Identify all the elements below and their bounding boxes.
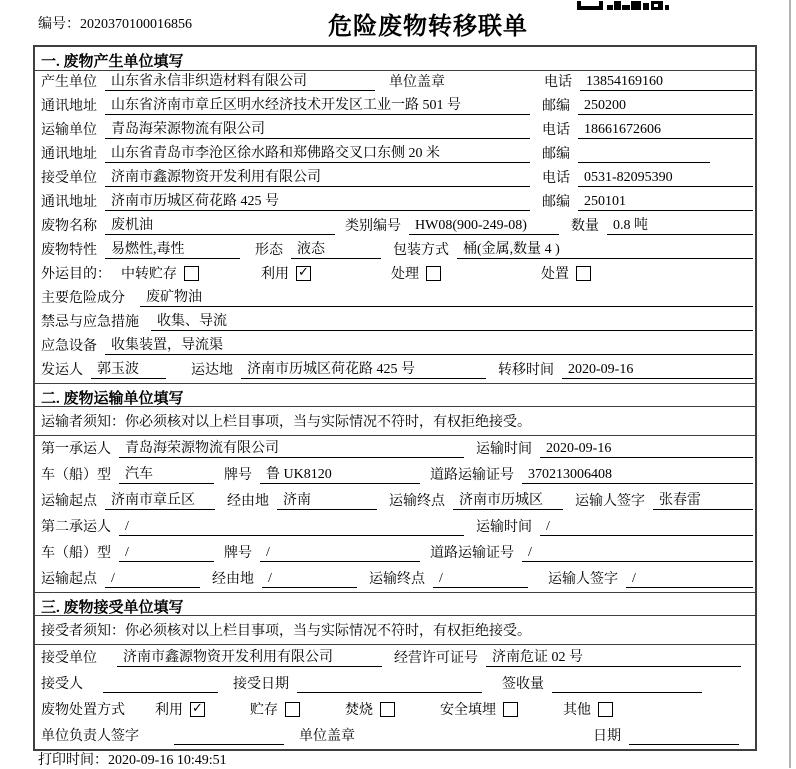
vehicle-type1-label: 车（船）型 <box>41 468 111 483</box>
waste-form-label: 形态 <box>255 243 283 258</box>
purpose-reuse-label: 利用 <box>261 267 289 282</box>
disposal-storage-checkbox <box>285 702 300 717</box>
sign-date-value <box>629 744 739 745</box>
purpose-treatment-option <box>391 263 441 283</box>
road-permit1-label: 道路运输证号 <box>430 468 514 483</box>
vehicle2-row <box>35 540 755 566</box>
disposal-landfill-option <box>440 699 518 719</box>
producer-zip-label: 邮编 <box>542 99 570 114</box>
print-time-value: 2020-09-16 10:49:51 <box>108 753 227 768</box>
waste-category-label: 类别编号 <box>345 219 401 234</box>
disposal-landfill-checkbox <box>503 702 518 717</box>
transport-time2-value: / <box>540 519 753 536</box>
second-carrier-value: / <box>119 519 464 536</box>
transport-unit-value: 青岛海荣源物流有限公司 <box>105 118 530 139</box>
disposal-other-option <box>563 699 613 719</box>
carrier-sign1-value: 张春雷 <box>653 489 753 510</box>
producer-phone-value: 13854169160 <box>580 74 753 91</box>
receive-phone-label: 电话 <box>542 171 570 186</box>
waste-name-row <box>35 215 755 239</box>
transport-zip-value <box>578 162 710 163</box>
vehicle-type2-value: / <box>119 545 214 562</box>
route-start1-value: 济南市章丘区 <box>105 489 215 510</box>
route1-row <box>35 488 755 514</box>
page-edge-line <box>789 0 791 768</box>
purpose-disposal-label: 处置 <box>541 267 569 282</box>
destination-label: 运达地 <box>191 363 233 378</box>
emergency-equipment-label: 应急设备 <box>41 339 97 354</box>
responsible-sign-label: 单位负责人签字 <box>41 729 139 744</box>
disposal-other-label: 其他 <box>563 703 591 718</box>
signed-amount-label: 签收量 <box>502 677 544 692</box>
route-end1-value: 济南市历城区 <box>453 489 563 510</box>
disposal-reuse-option <box>155 699 205 719</box>
transport-zip-label: 邮编 <box>542 147 570 162</box>
carrier-sign2-label: 运输人签字 <box>548 572 618 587</box>
disposal-landfill-label: 安全填埋 <box>440 703 496 718</box>
transporter-notice: 运输者须知：你必须核对以上栏目事项，当与实际情况不符时，有权拒绝接受。 <box>35 407 755 436</box>
packing-label: 包装方式 <box>393 243 449 258</box>
waste-category-value: HW08(900-249-08) <box>409 218 559 235</box>
section-2-header: 二. 废物运输单位填写 <box>35 383 755 407</box>
first-carrier-row <box>35 436 755 462</box>
vehicle-type1-value: 汽车 <box>119 463 214 484</box>
main-hazard-label: 主要危险成分 <box>41 291 125 306</box>
route2-row <box>35 566 755 592</box>
section-1-header: 一. 废物产生单位填写 <box>35 47 755 71</box>
waste-props-label: 废物特性 <box>41 243 97 258</box>
accept-date-value <box>297 692 482 693</box>
signed-amount-value <box>552 692 702 693</box>
route-via1-label: 经由地 <box>227 494 269 509</box>
transfer-time-label: 转移时间 <box>498 363 554 378</box>
serial-number <box>38 13 192 33</box>
route-start2-label: 运输起点 <box>41 572 97 587</box>
road-permit2-label: 道路运输证号 <box>430 546 514 561</box>
carrier-sign1-label: 运输人签字 <box>575 494 645 509</box>
disposal-method-label: 废物处置方式 <box>41 703 125 718</box>
section-receiver <box>35 592 755 749</box>
vehicle-type2-label: 车（船）型 <box>41 546 111 561</box>
route-end2-value: / <box>433 571 528 588</box>
form-title: 危险废物转移联单 <box>328 14 528 40</box>
acceptor-row <box>35 671 755 697</box>
road-permit1-value: 370213006408 <box>522 467 753 484</box>
transport-phone-value: 18661672606 <box>578 122 753 139</box>
route-start1-label: 运输起点 <box>41 494 97 509</box>
transfer-purpose-label: 外运目的： <box>41 267 111 282</box>
purpose-transit-storage-label: 中转贮存 <box>121 267 177 282</box>
serial-label: 编号： <box>38 17 80 32</box>
producer-address-row <box>35 95 755 119</box>
main-hazard-row <box>35 287 755 311</box>
shipper-label: 发运人 <box>41 363 83 378</box>
packing-value: 桶(金属,数量 4 ) <box>457 238 753 259</box>
sign-date-label: 日期 <box>593 729 621 744</box>
shipper-row <box>35 359 755 383</box>
plate1-label: 牌号 <box>224 468 252 483</box>
purpose-treatment-checkbox <box>426 266 441 281</box>
vehicle1-row <box>35 462 755 488</box>
plate2-label: 牌号 <box>224 546 252 561</box>
disposal-reuse-checkbox: ✓ <box>190 702 205 717</box>
print-time-label: 打印时间： <box>38 753 108 768</box>
emergency-equipment-row <box>35 335 755 359</box>
transport-unit-row <box>35 119 755 143</box>
transport-address-row <box>35 143 755 167</box>
disposal-storage-option <box>250 699 300 719</box>
acceptor-value <box>103 692 218 693</box>
road-permit2-value: / <box>522 545 753 562</box>
route-via1-value: 济南 <box>277 489 377 510</box>
receive-zip-label: 邮编 <box>542 195 570 210</box>
waste-quantity-value: 0.8 吨 <box>607 214 753 235</box>
disposal-incineration-option <box>345 699 395 719</box>
producer-unit-value: 山东省永信非织造材料有限公司 <box>105 70 375 91</box>
receive-phone-value: 0531-82095390 <box>578 170 753 187</box>
transport-address-value: 山东省青岛市李沧区徐水路和郑佛路交叉口东侧 20 米 <box>105 142 530 163</box>
manifest-form <box>33 45 757 751</box>
receive-address-row <box>35 191 755 215</box>
route-via2-value: / <box>262 571 357 588</box>
receive-zip-value: 250101 <box>578 194 753 211</box>
disposal-reuse-label: 利用 <box>155 703 183 718</box>
waste-quantity-label: 数量 <box>571 219 599 234</box>
receive-unit2-label: 接受单位 <box>41 651 97 666</box>
qr-code-fragment <box>577 0 669 16</box>
accept-date-label: 接受日期 <box>233 677 289 692</box>
plate1-value: 鲁 UK8120 <box>260 463 420 484</box>
disposal-incineration-label: 焚烧 <box>345 703 373 718</box>
route-end1-label: 运输终点 <box>389 494 445 509</box>
producer-unit-row <box>35 71 755 95</box>
taboo-measures-label: 禁忌与应急措施 <box>41 315 139 330</box>
waste-name-label: 废物名称 <box>41 219 97 234</box>
receive-unit-label: 接受单位 <box>41 171 97 186</box>
receive-unit-row <box>35 167 755 191</box>
receive-address-label: 通讯地址 <box>41 195 97 210</box>
section-3-header: 三. 废物接受单位填写 <box>35 592 755 616</box>
transfer-time-value: 2020-09-16 <box>562 362 753 379</box>
route-via2-label: 经由地 <box>212 572 254 587</box>
producer-unit-label: 产生单位 <box>41 75 97 90</box>
producer-phone-label: 电话 <box>544 75 572 90</box>
emergency-equipment-value: 收集装置，导流渠 <box>105 334 753 355</box>
destination-value: 济南市历城区荷花路 425 号 <box>241 358 486 379</box>
print-time <box>38 749 227 769</box>
transport-time1-value: 2020-09-16 <box>540 441 753 458</box>
receive-unit-value: 济南市鑫源物资开发利用有限公司 <box>105 166 530 187</box>
signoff-row <box>35 723 755 749</box>
receive-unit2-value: 济南市鑫源物资开发利用有限公司 <box>117 646 382 667</box>
unit-seal2-label: 单位盖章 <box>299 729 355 744</box>
responsible-sign-value <box>174 744 284 745</box>
purpose-disposal-checkbox <box>576 266 591 281</box>
license-label: 经营许可证号 <box>394 651 478 666</box>
producer-zip-value: 250200 <box>578 98 753 115</box>
first-carrier-label: 第一承运人 <box>41 442 111 457</box>
waste-props-value: 易燃性,毒性 <box>105 238 240 259</box>
main-hazard-value: 废矿物油 <box>140 286 753 307</box>
disposal-incineration-checkbox <box>380 702 395 717</box>
acceptor-label: 接受人 <box>41 677 83 692</box>
license-value: 济南危证 02 号 <box>486 646 741 667</box>
second-carrier-row <box>35 514 755 540</box>
transport-address-label: 通讯地址 <box>41 147 97 162</box>
purpose-reuse-checkbox: ✓ <box>296 266 311 281</box>
waste-props-row <box>35 239 755 263</box>
receive-unit2-row <box>35 645 755 671</box>
transport-unit-label: 运输单位 <box>41 123 97 138</box>
carrier-sign2-value: / <box>626 571 753 588</box>
waste-form-value: 液态 <box>291 238 381 259</box>
producer-address-value: 山东省济南市章丘区明水经济技术开发区工业一路 501 号 <box>105 94 530 115</box>
taboo-measures-row <box>35 311 755 335</box>
purpose-transit-storage-option <box>121 263 199 283</box>
section-transporter <box>35 383 755 592</box>
first-carrier-value: 青岛海荣源物流有限公司 <box>119 437 464 458</box>
transport-phone-label: 电话 <box>542 123 570 138</box>
transport-time2-label: 运输时间 <box>476 520 532 535</box>
plate2-value: / <box>260 545 420 562</box>
route-start2-value: / <box>105 571 200 588</box>
taboo-measures-value: 收集、导流 <box>151 310 753 331</box>
producer-address-label: 通讯地址 <box>41 99 97 114</box>
waste-name-value: 废机油 <box>105 214 335 235</box>
receiver-notice: 接受者须知：你必须核对以上栏目事项，当与实际情况不符时，有权拒绝接受。 <box>35 616 755 645</box>
section-producer <box>35 47 755 383</box>
purpose-reuse-option <box>261 263 311 283</box>
disposal-other-checkbox <box>598 702 613 717</box>
purpose-treatment-label: 处理 <box>391 267 419 282</box>
transfer-purpose-row <box>35 263 755 287</box>
route-end2-label: 运输终点 <box>369 572 425 587</box>
second-carrier-label: 第二承运人 <box>41 520 111 535</box>
unit-seal-label: 单位盖章 <box>389 75 445 90</box>
transport-time1-label: 运输时间 <box>476 442 532 457</box>
shipper-value: 郭玉波 <box>91 358 166 379</box>
purpose-transit-storage-checkbox <box>184 266 199 281</box>
purpose-disposal-option <box>541 263 591 283</box>
disposal-method-row <box>35 697 755 723</box>
receive-address-value: 济南市历城区荷花路 425 号 <box>105 190 530 211</box>
disposal-storage-label: 贮存 <box>250 703 278 718</box>
serial-value: 2020370100016856 <box>80 17 192 32</box>
